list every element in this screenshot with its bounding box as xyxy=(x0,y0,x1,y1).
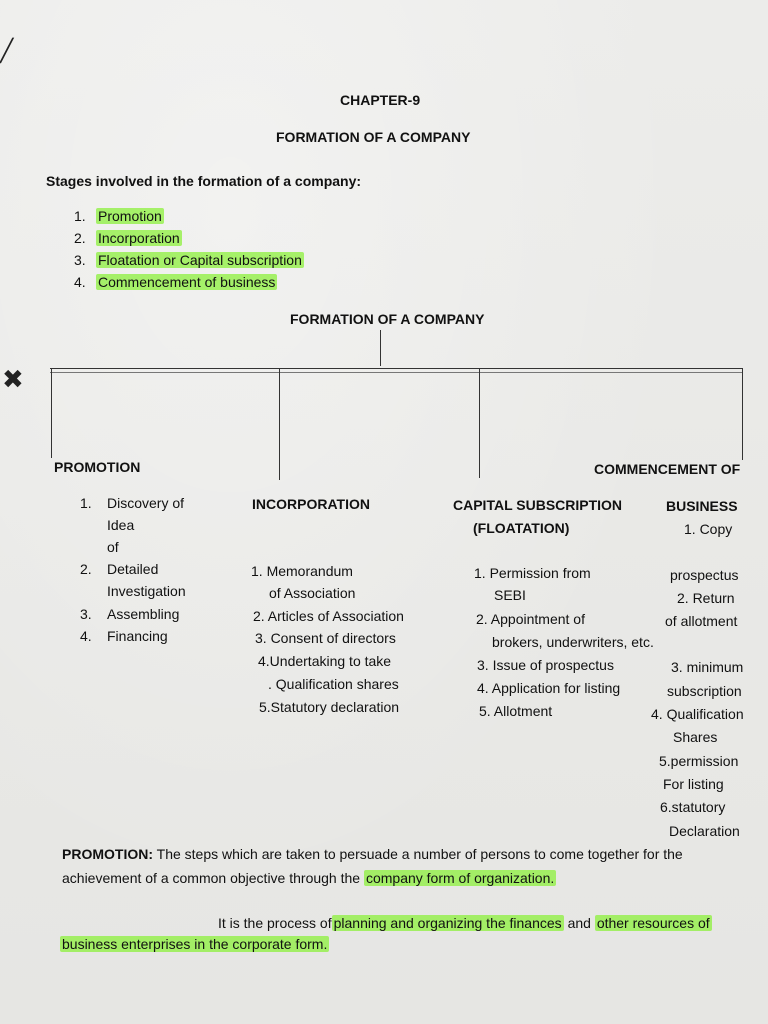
promotion-item-line: Investigation xyxy=(107,583,186,599)
stage-item xyxy=(96,207,164,225)
definition-highlight: planning and organizing the finances xyxy=(333,915,562,931)
stages-heading: Stages involved in the formation of a company: xyxy=(46,173,362,189)
stage-item xyxy=(96,251,304,269)
promotion-heading: PROMOTION xyxy=(54,459,141,475)
promotion-item-line: of xyxy=(107,539,119,555)
stage-label: Promotion xyxy=(98,208,162,224)
stage-number: 4. xyxy=(74,274,86,290)
tree-branch-bar-shadow xyxy=(50,372,742,373)
stage-label: Floatation or Capital subscription xyxy=(98,252,302,268)
promotion-item-number: 2. xyxy=(80,561,92,577)
definition-line-4 xyxy=(60,935,329,953)
commencement-line: 5.permission xyxy=(659,753,739,769)
pen-mark-top-left: ╱ xyxy=(0,38,14,63)
definition-highlight: business enterprises in the corporate form. xyxy=(62,936,328,952)
commencement-line: 4. Qualification xyxy=(651,706,744,722)
commencement-line: of allotment xyxy=(665,613,738,629)
capital-line: 2. Appointment of xyxy=(476,611,585,627)
incorporation-line: 1. Memorandum xyxy=(251,563,353,579)
definition-label: PROMOTION: xyxy=(62,846,153,862)
tree-leg-promotion xyxy=(51,368,52,458)
definition-text: It is the process of xyxy=(218,915,332,931)
definition-highlight: company form of organization. xyxy=(365,870,555,886)
definition-highlight: other resources of xyxy=(596,915,710,931)
tree-leg-commencement xyxy=(742,368,743,460)
chart-title: FORMATION OF A COMPANY xyxy=(290,311,485,327)
commencement-heading: COMMENCEMENT OF xyxy=(594,461,741,477)
incorporation-heading: INCORPORATION xyxy=(252,496,370,512)
definition-line-1 xyxy=(62,845,683,863)
tree-trunk xyxy=(380,330,381,366)
promotion-item-number: 3. xyxy=(80,606,92,622)
capital-heading: CAPITAL SUBSCRIPTION xyxy=(453,497,623,513)
stage-number: 2. xyxy=(74,230,86,246)
commencement-line: Shares xyxy=(673,729,718,745)
incorporation-line: of Association xyxy=(269,585,356,601)
commencement-line: Declaration xyxy=(669,823,740,839)
tree-leg-capital xyxy=(479,368,480,478)
stage-item xyxy=(96,273,277,291)
incorporation-line: 4.Undertaking to take xyxy=(258,653,392,669)
definition-line-2 xyxy=(62,869,556,887)
definition-text: achievement of a common objective through the xyxy=(62,870,361,886)
promotion-item-number: 4. xyxy=(80,628,92,644)
commencement-subheading: BUSINESS xyxy=(666,498,738,514)
tree-leg-incorporation xyxy=(279,368,280,480)
promotion-item-line: Financing xyxy=(107,628,168,644)
commencement-line: subscription xyxy=(667,683,742,699)
promotion-item-line: Discovery of xyxy=(107,495,185,511)
promotion-item-number: 1. xyxy=(80,495,92,511)
incorporation-line: . Qualification shares xyxy=(268,676,399,692)
pen-mark-left: ✖ xyxy=(2,364,24,394)
commencement-line: 3. minimum xyxy=(671,659,744,675)
commencement-line: prospectus xyxy=(670,567,739,583)
page-title: FORMATION OF A COMPANY xyxy=(276,129,471,145)
capital-subheading: (FLOATATION) xyxy=(473,520,570,536)
incorporation-line: 3. Consent of directors xyxy=(255,630,396,646)
definition-text: and xyxy=(567,915,591,931)
commencement-line: 1. Copy xyxy=(684,521,733,537)
definition-line-3 xyxy=(218,914,712,932)
stage-number: 3. xyxy=(74,252,86,268)
stage-label: Incorporation xyxy=(98,230,180,246)
commencement-line: 6.statutory xyxy=(660,799,726,815)
promotion-item-line: Assembling xyxy=(107,606,180,622)
chapter-label: CHAPTER-9 xyxy=(340,92,421,108)
capital-line: brokers, underwriters, etc. xyxy=(492,634,654,650)
tree-branch-bar xyxy=(50,368,742,369)
capital-line: 3. Issue of prospectus xyxy=(477,657,614,673)
incorporation-line: 2. Articles of Association xyxy=(253,608,404,624)
promotion-item-line: Idea xyxy=(107,517,135,533)
stage-label: Commencement of business xyxy=(98,274,276,290)
commencement-line: For listing xyxy=(663,776,724,792)
capital-line: 4. Application for listing xyxy=(477,680,621,696)
stage-number: 1. xyxy=(74,208,86,224)
capital-line: 1. Permission from xyxy=(474,565,591,581)
promotion-item-line: Detailed xyxy=(107,561,159,577)
stage-item xyxy=(96,229,182,247)
capital-line: 5. Allotment xyxy=(479,703,553,719)
commencement-line: 2. Return xyxy=(677,590,735,606)
incorporation-line: 5.Statutory declaration xyxy=(259,699,400,715)
definition-text: The steps which are taken to persuade a number of persons to come together for the xyxy=(156,846,683,862)
capital-line: SEBI xyxy=(494,587,526,603)
